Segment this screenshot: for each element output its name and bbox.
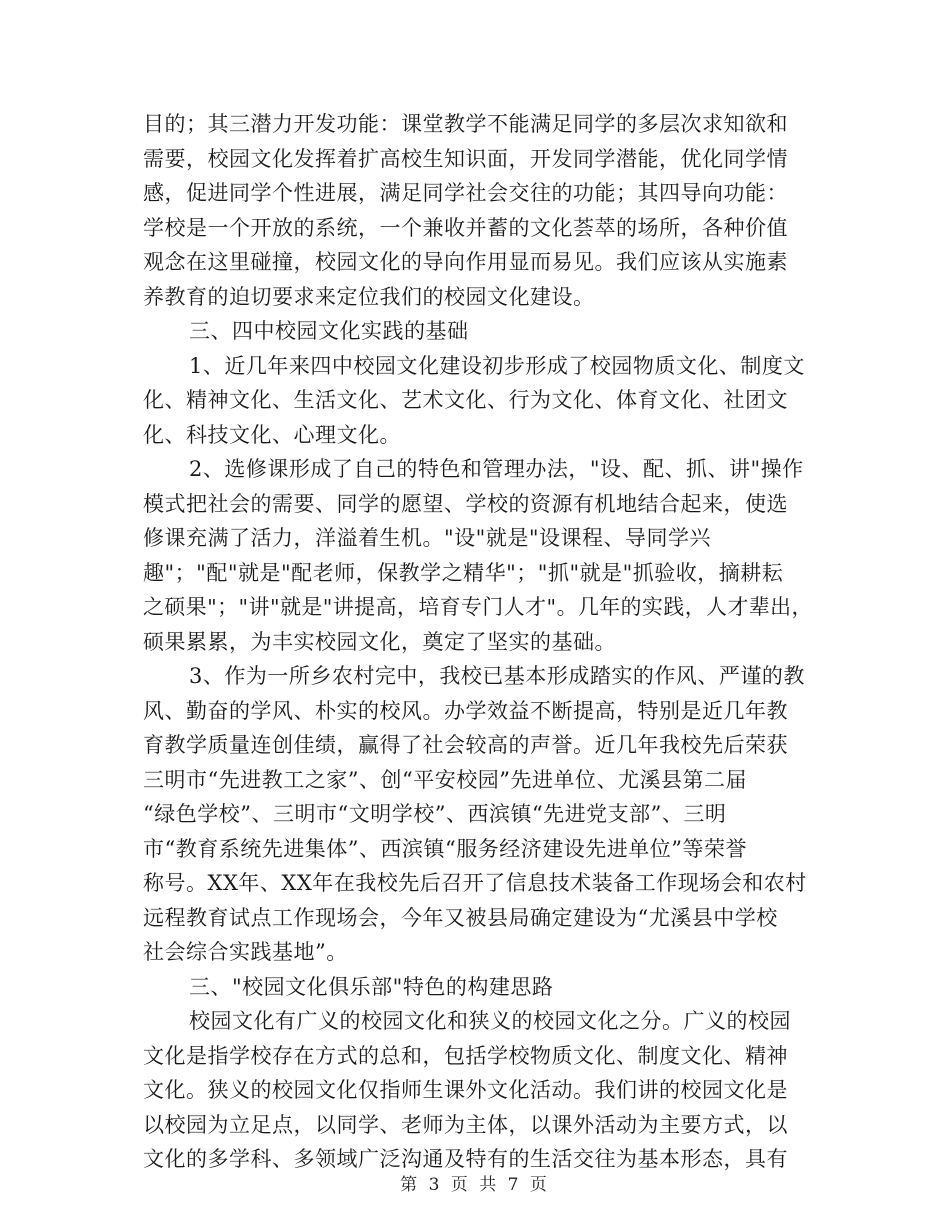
text-line: 2、选修课形成了自己的特色和管理办法，"设、配、抓、讲"操作 [189, 457, 804, 481]
text-line: 以校园为立足点，以同学、老师为主体，以课外活动为主要方式，以 [143, 1112, 788, 1137]
text-line: 化、科技文化、心理文化。 [143, 422, 401, 447]
text-line: 养教育的迫切要求来定位我们的校园文化建设。 [143, 284, 595, 309]
page-number: 第 3 页 共 7 页 [400, 1175, 550, 1195]
text-line: 化、精神文化、生活文化、艺术文化、行为文化、体育文化、社团文 [143, 388, 788, 412]
text-line: 三明市“先进教工之家”、创“平安校园”先进单位、尤溪县第二届 [143, 767, 747, 792]
text-line: 风、勤奋的学风、朴实的校风。办学效益不断提高，特别是近几年教 [143, 698, 788, 723]
text-line: 1、近几年来四中校园文化建设初步形成了校园物质文化、制度文 [189, 353, 805, 378]
text-line: 模式把社会的需要、同学的愿望、学校的资源有机地结合起来，使选 [143, 491, 788, 516]
text-line: 三、"校园文化俱乐部"特色的构建思路 [189, 974, 554, 999]
text-line: “绿色学校”、三明市“文明学校”、西滨镇“先进党支部”、三明 [143, 802, 727, 826]
text-line: 3、作为一所乡农村完中，我校已基本形成踏实的作风、严谨的教 [189, 664, 805, 688]
text-line: 远程教育试点工作现场会，今年又被县局确定建设为“尤溪县中学校 [143, 905, 778, 930]
text-line: 感，促进同学个性进展，满足同学社会交往的功能；其四导向功能： [143, 181, 788, 205]
text-line: 学校是一个开放的系统，一个兼收并蓄的文化荟萃的场所，各种价值 [143, 215, 788, 240]
text-line: 文化。狭义的校园文化仅指师生课外文化活动。我们讲的校园文化是 [143, 1078, 788, 1102]
text-line: 文化的多学科、多领域广泛沟通及特有的生活交往为基本形态，具有 [143, 1147, 788, 1171]
text-line: 目的；其三潜力开发功能：课堂教学不能满足同学的多层次求知欲和 [143, 112, 788, 136]
text-line: 硕果累累，为丰实校园文化，奠定了坚实的基础。 [143, 629, 616, 654]
text-line: 修课充满了活力，洋溢着生机。"设"就是"设课程、导同学兴 [143, 526, 711, 550]
text-line: 校园文化有广义的校园文化和狭义的校园文化之分。广义的校园 [189, 1009, 791, 1033]
text-line: 观念在这里碰撞，校园文化的导向作用显而易见。我们应该从实施素 [143, 250, 788, 274]
text-line: 社会综合实践基地”。 [143, 940, 348, 964]
text-line: 称号。XX年、XX年在我校先后召开了信息技术装备工作现场会和农村 [143, 871, 807, 895]
text-line: 需要，校园文化发挥着扩高校生知识面，开发同学潜能，优化同学情 [143, 146, 788, 171]
text-line: 趣"；"配"就是"配老师，保教学之精华"；"抓"就是"抓验收，摘耕耘 [143, 560, 784, 585]
text-line: 文化是指学校存在方式的总和，包括学校物质文化、制度文化、精神 [143, 1043, 788, 1068]
document-body [143, 107, 813, 1177]
text-line: 三、四中校园文化实践的基础 [189, 319, 469, 343]
text-line: 之硕果"；"讲"就是"讲提高，培育专门人才"。几年的实践，人才辈出， [143, 595, 813, 619]
text-line: 育教学质量连创佳绩，赢得了社会较高的声誉。近几年我校先后荣获 [143, 733, 788, 757]
text-line: 市“教育系统先进集体”、西滨镇“服务经济建设先进单位”等荣誉 [143, 836, 747, 861]
